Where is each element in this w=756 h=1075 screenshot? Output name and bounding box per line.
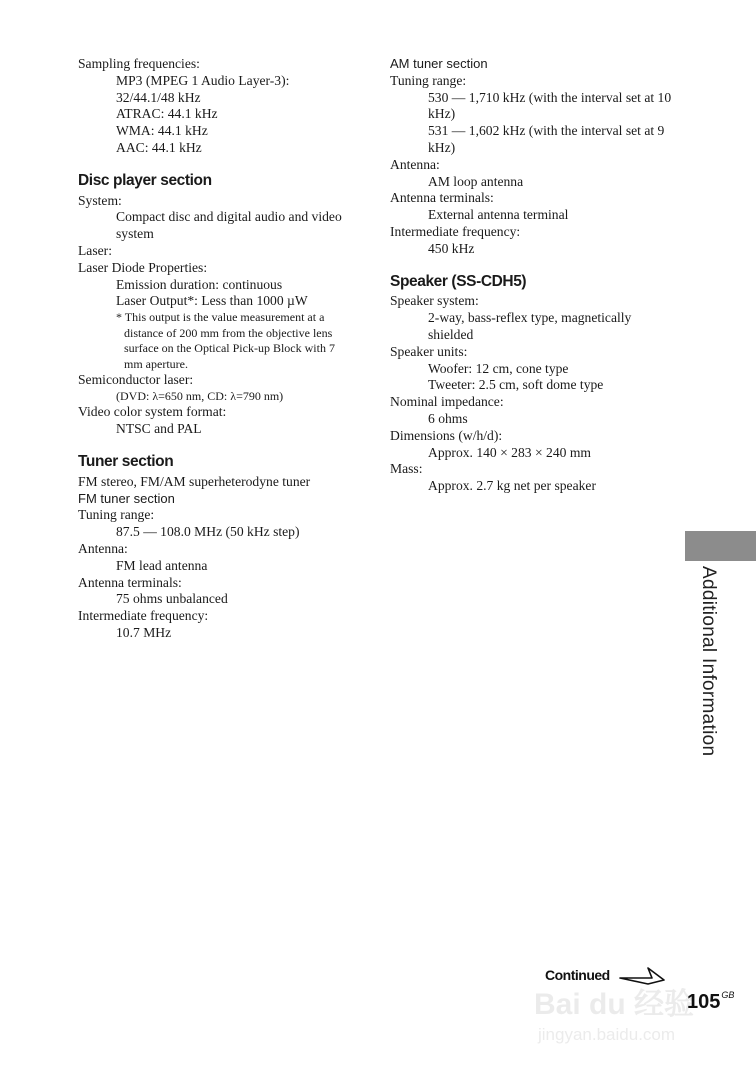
- impedance-label: Nominal impedance:: [390, 394, 504, 410]
- mass-label: Mass:: [390, 461, 423, 477]
- emission-duration: Emission duration: continuous: [116, 276, 283, 292]
- impedance-value: 6 ohms: [428, 410, 468, 426]
- fm-antenna-value: FM lead antenna: [116, 557, 208, 573]
- video-format-label: Video color system format:: [78, 404, 227, 420]
- sampling-atrac: ATRAC: 44.1 kHz: [116, 106, 218, 122]
- am-antenna-value: AM loop antenna: [428, 173, 524, 189]
- am-if-label: Intermediate frequency:: [390, 223, 521, 239]
- am-range-value-9khz: 531 — 1,602 kHz (with the interval set at 9 kHz): [428, 123, 665, 155]
- speaker-woofer: Woofer: 12 cm, cone type: [428, 360, 569, 376]
- continued-label: Continued: [545, 967, 610, 983]
- dimensions-value: Approx. 140 × 283 × 240 mm: [428, 444, 591, 460]
- am-terminals-label: Antenna terminals:: [390, 190, 494, 206]
- left-column: [78, 56, 368, 642]
- speaker-system-label: Speaker system:: [390, 293, 479, 309]
- fm-range-label: Tuning range:: [78, 507, 155, 523]
- side-section-label: Additional Information: [698, 566, 719, 757]
- speaker-tweeter: Tweeter: 2.5 cm, soft dome type: [428, 377, 604, 393]
- am-range-label: Tuning range:: [390, 72, 467, 88]
- fm-antenna-label: Antenna:: [78, 541, 128, 557]
- disc-system-value: Compact disc and digital audio and video system: [116, 209, 342, 242]
- right-column: [390, 56, 680, 495]
- laser-output: Laser Output*: Less than 1000 µW: [116, 293, 308, 309]
- am-antenna-label: Antenna:: [390, 156, 440, 172]
- sampling-label: Sampling frequencies:: [78, 56, 200, 71]
- laser-footnote: * This output is the value measurement at a distance of 200 mm from the objective lens surface on the Optical Pick-up Block with 7 mm aperture.: [116, 310, 335, 371]
- laser-diode-label: Laser Diode Properties:: [78, 259, 208, 275]
- fm-tuner-subheading: FM tuner section: [78, 490, 175, 506]
- video-format-value: NTSC and PAL: [116, 421, 202, 437]
- watermark-url-text: jingyan.baidu.com: [538, 1025, 676, 1044]
- disc-system-label: System:: [78, 192, 122, 208]
- page-region-suffix: GB: [721, 990, 735, 1000]
- section-tab-marker: [685, 531, 756, 561]
- semiconductor-label: Semiconductor laser:: [78, 372, 194, 388]
- semiconductor-value: (DVD: λ=650 nm, CD: λ=790 nm): [116, 388, 284, 403]
- speaker-section-heading: Speaker (SS-CDH5): [390, 272, 527, 290]
- sampling-aac: AAC: 44.1 kHz: [116, 139, 202, 155]
- fm-range-value: 87.5 — 108.0 MHz (50 kHz step): [116, 524, 300, 540]
- speaker-units-label: Speaker units:: [390, 343, 468, 359]
- am-terminals-value: External antenna terminal: [428, 207, 569, 223]
- watermark-logo-text: Bai du 经验: [534, 988, 695, 1021]
- tuner-section-heading: Tuner section: [78, 453, 174, 471]
- speaker-system-value: 2-way, bass-reflex type, magnetically shielded: [428, 310, 632, 342]
- fm-if-label: Intermediate frequency:: [78, 608, 209, 624]
- am-if-value: 450 kHz: [428, 240, 475, 256]
- page-number-value: 105: [687, 991, 721, 1013]
- dimensions-label: Dimensions (w/h/d):: [390, 427, 503, 443]
- fm-terminals-value: 75 ohms unbalanced: [116, 591, 228, 607]
- mass-value: Approx. 2.7 kg net per speaker: [428, 478, 596, 494]
- fm-terminals-label: Antenna terminals:: [78, 574, 182, 590]
- laser-label: Laser:: [78, 242, 112, 258]
- am-tuner-subheading: AM tuner section: [390, 56, 488, 71]
- disc-section-heading: Disc player section: [78, 171, 212, 189]
- fm-if-value: 10.7 MHz: [116, 625, 172, 641]
- sampling-wma: WMA: 44.1 kHz: [116, 123, 208, 139]
- sampling-mp3-values: 32/44.1/48 kHz: [116, 89, 201, 105]
- page-number: [687, 991, 734, 1014]
- sampling-mp3: MP3 (MPEG 1 Audio Layer-3):: [116, 72, 290, 88]
- am-range-value-10khz: 530 — 1,710 kHz (with the interval set at 10 kHz): [428, 89, 672, 122]
- tuner-description: FM stereo, FM/AM superheterodyne tuner: [78, 473, 311, 489]
